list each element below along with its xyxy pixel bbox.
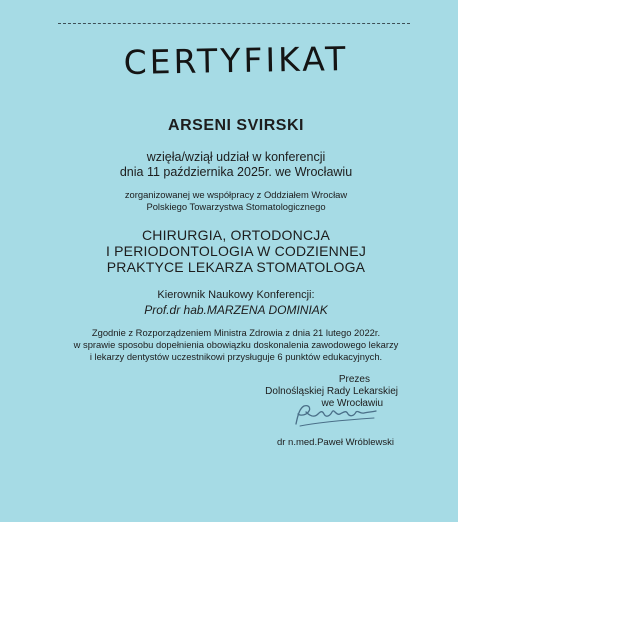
scientific-head-label: Kierownik Naukowy Konferencji: (157, 289, 315, 301)
signatory-role-2: Dolnośląskiej Rady Lekarskiej (265, 386, 398, 397)
topic-line-1: CHIRURGIA, ORTODONCJA (141, 227, 331, 243)
topic-line-3: PRAKTYCE LEKARZA STOMATOLOGA (106, 259, 366, 275)
regulation-line-1: Zgodnie z Rozporządzeniem Ministra Zdrowia z dnia 21 lutego 2022r. (91, 327, 381, 338)
dashed-divider (58, 23, 410, 24)
signatory-name: dr n.med.Paweł Wróblewski (276, 437, 394, 448)
recipient-name: ARSENI SVIRSKI (168, 117, 304, 134)
participation-line-1: wzięła/wziął udział w konferencji (146, 150, 326, 164)
participation-line-2: dnia 11 października 2025r. we Wrocławiu (119, 165, 353, 179)
regulation-line-3: i lekarzy dentystów uczestnikowi przysługuje 6 punktów edukacyjnych. (89, 351, 383, 362)
scientific-head-name: Prof.dr hab.MARZENA DOMINIAK (144, 303, 328, 317)
signatory-role-1: Prezes (338, 374, 370, 385)
signature-mark (290, 400, 380, 432)
topic-line-2: I PERIODONTOLOGIA W CODZIENNEJ (105, 243, 367, 259)
organized-line-1: zorganizowanej we współpracy z Oddziałem Wrocław (124, 189, 348, 200)
certificate-title: CERTYFIKAT (123, 39, 349, 82)
signatory-role-3: we Wrocławiu (321, 398, 383, 409)
organized-line-2: Polskiego Towarzystwa Stomatologicznego (146, 201, 326, 212)
regulation-line-2: w sprawie sposobu dopełnienia obowiązku doskonalenia zawodowego lekarzy (73, 339, 399, 350)
